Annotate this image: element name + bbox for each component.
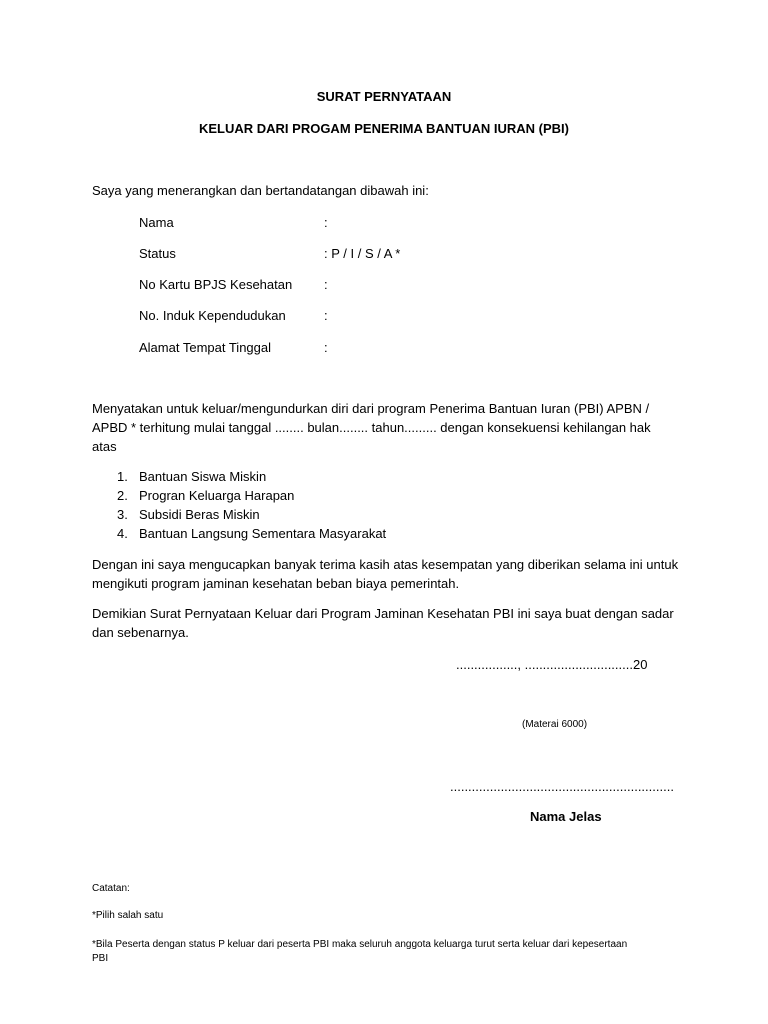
statement-line: Menyatakan untuk keluar/mengundurkan diri dari program Penerima Bantuan Iuran (PBI) APBN / — [92, 401, 650, 416]
field-value-nama: : — [324, 215, 328, 230]
thanks-line: mengikuti program jaminan kesehatan beban biaya pemerintah. — [92, 576, 460, 591]
signature-line: .............................................................. — [450, 779, 674, 794]
materai-stamp-label: (Materai 6000) — [522, 719, 588, 730]
field-label-alamat: Alamat Tempat Tinggal — [139, 340, 271, 355]
list-item: Subsidi Beras Miskin — [139, 507, 260, 522]
thanks-line: Dengan ini saya mengucapkan banyak terima kasih atas kesempatan yang diberikan selama ini untuk — [92, 557, 679, 572]
field-label-status: Status — [139, 246, 176, 261]
statement-line: APBD * terhitung mulai tanggal ........ bulan........ tahun......... dengan konsekuensi kehilangan hak — [92, 420, 651, 435]
statement-line: atas — [92, 439, 117, 454]
field-label-bpjs: No Kartu BPJS Kesehatan — [139, 277, 293, 292]
note-item: *Bila Peserta dengan status P keluar dari peserta PBI maka seluruh anggota keluarga turut serta keluar dari kepesertaan — [92, 939, 628, 950]
field-value-status: : P / I / S / A * — [324, 246, 401, 261]
notes-heading: Catatan: — [92, 883, 130, 894]
closing-line: Demikian Surat Pernyataan Keluar dari Program Jaminan Kesehatan PBI ini saya buat dengan sadar — [92, 606, 674, 621]
field-value-bpjs: : — [324, 277, 328, 292]
document-title: SURAT PERNYATAAN — [316, 89, 452, 104]
list-item-number: 3. — [117, 507, 128, 522]
field-value-nik: : — [324, 308, 328, 323]
note-item: *Pilih salah satu — [92, 910, 164, 921]
list-item: Progran Keluarga Harapan — [139, 488, 295, 503]
intro-text: Saya yang menerangkan dan bertandatangan dibawah ini: — [92, 183, 429, 198]
list-item: Bantuan Langsung Sementara Masyarakat — [139, 526, 387, 541]
list-item-number: 2. — [117, 488, 128, 503]
field-label-nik: No. Induk Kependudukan — [139, 308, 286, 323]
field-label-nama: Nama — [139, 215, 174, 230]
list-item-number: 4. — [117, 526, 128, 541]
list-item: Bantuan Siswa Miskin — [139, 469, 267, 484]
date-line: ................., ..............................20 — [456, 657, 648, 672]
signature-name: Nama Jelas — [530, 809, 602, 824]
field-value-alamat: : — [324, 340, 328, 355]
list-item-number: 1. — [117, 469, 128, 484]
closing-line: dan sebenarnya. — [92, 625, 189, 640]
note-item: PBI — [92, 953, 109, 964]
document-subtitle: KELUAR DARI PROGAM PENERIMA BANTUAN IURAN (PBI) — [198, 121, 569, 136]
